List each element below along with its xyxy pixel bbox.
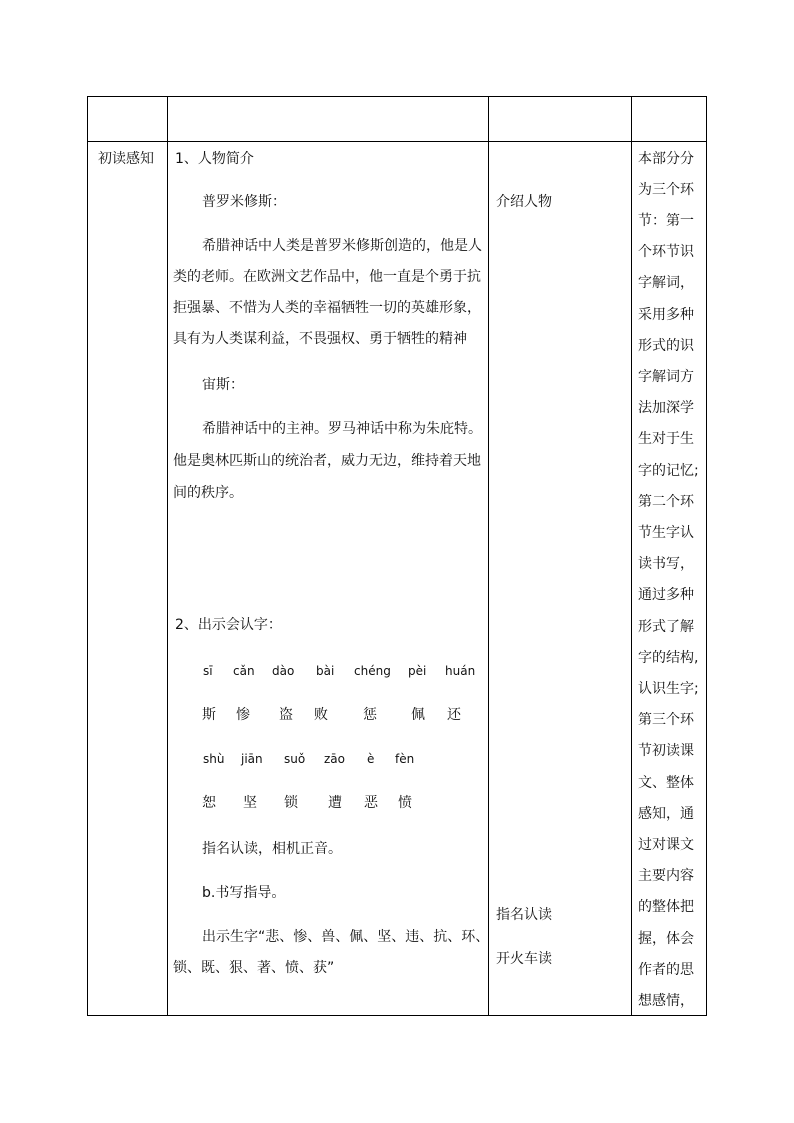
paragraph-line: 出示生字“悲、惨、兽、佩、坚、违、抗、环、 xyxy=(202,929,490,945)
note-line: 过对课文 xyxy=(638,837,694,853)
activity-read-named: 指名认读 xyxy=(496,907,552,923)
note-line: 形式了解 xyxy=(638,619,694,635)
note-line: 第二个环 xyxy=(638,494,694,510)
note-line: 第三个环 xyxy=(638,712,694,728)
section-heading-recognition: 2、出示会认字： xyxy=(175,617,282,633)
pinyin: suǒ xyxy=(284,752,306,766)
table-bottom-border xyxy=(87,1015,707,1016)
instruction-read-correct: 指名认读，相机正音。 xyxy=(202,841,342,857)
pinyin: sī xyxy=(203,664,213,678)
character: 遭 xyxy=(328,795,342,811)
paragraph-line: 间的秩序。 xyxy=(173,485,243,501)
note-line: 采用多种 xyxy=(638,307,694,323)
paragraph-line: 希腊神话中人类是普罗米修斯创造的，他是人 xyxy=(202,238,482,254)
note-line: 节生字认 xyxy=(638,525,694,541)
character: 恕 xyxy=(202,795,216,811)
character: 斯 xyxy=(202,707,216,723)
pinyin: shù xyxy=(203,752,225,766)
note-line: 读书写， xyxy=(638,556,694,572)
header-row-divider xyxy=(87,141,707,142)
note-line: 握，体会 xyxy=(638,931,694,947)
paragraph-line: 他是奥林匹斯山的统治者，威力无边，维持着天地 xyxy=(173,453,481,469)
character: 败 xyxy=(314,707,328,723)
paragraph-line: 具有为人类谋利益，不畏强权、勇于牺牲的精神 xyxy=(173,331,467,347)
note-line: 个环节识 xyxy=(638,244,694,260)
note-line: 本部分分 xyxy=(638,151,694,167)
note-line: 法加深学 xyxy=(638,400,694,416)
note-line: 字的结构, xyxy=(638,650,699,666)
table-right-border xyxy=(706,96,707,1016)
column-divider-1 xyxy=(167,96,168,1016)
character: 惨 xyxy=(236,707,250,723)
character: 愤 xyxy=(398,795,412,811)
stage-label: 初读感知 xyxy=(98,151,154,167)
note-line: 主要内容 xyxy=(638,868,694,884)
note-line: 字解词， xyxy=(638,275,694,291)
note-line: 节：第一 xyxy=(638,213,694,229)
pinyin: huán xyxy=(445,664,476,678)
pinyin: jiān xyxy=(241,752,263,766)
character: 恶 xyxy=(364,795,378,811)
note-line: 形式的识 xyxy=(638,338,694,354)
lesson-plan-table xyxy=(87,96,707,1016)
pinyin: pèi xyxy=(408,664,427,678)
paragraph-line: 拒强暴、不惜为人类的幸福牺牲一切的英雄形象， xyxy=(173,300,481,316)
note-line: 为三个环 xyxy=(638,182,694,198)
note-line: 作者的思 xyxy=(638,962,694,978)
note-line: 认识生字; xyxy=(638,681,699,697)
column-divider-3 xyxy=(631,96,632,1016)
table-left-border xyxy=(87,96,88,1016)
character: 盗 xyxy=(279,707,293,723)
note-line: 的整体把 xyxy=(638,899,694,915)
character: 佩 xyxy=(411,707,425,723)
note-line: 生对于生 xyxy=(638,431,694,447)
section-heading-characters: 1、人物简介 xyxy=(175,151,254,167)
character-name-prometheus: 普罗米修斯： xyxy=(202,194,286,210)
note-line: 文、整体 xyxy=(638,775,694,791)
activity-intro: 介绍人物 xyxy=(496,194,552,210)
note-line: 感知，通 xyxy=(638,806,694,822)
character: 惩 xyxy=(363,707,377,723)
pinyin: dào xyxy=(272,664,295,678)
character-name-zeus: 宙斯： xyxy=(202,377,244,393)
activity-train-read: 开火车读 xyxy=(496,951,552,967)
table-top-border xyxy=(87,96,707,97)
pinyin: fèn xyxy=(395,752,415,766)
note-line: 想感情， xyxy=(638,993,694,1009)
character: 锁 xyxy=(284,795,298,811)
column-divider-2 xyxy=(488,96,489,1016)
note-line: 字解词方 xyxy=(638,369,694,385)
note-line: 节初读课 xyxy=(638,743,694,759)
paragraph-line: 希腊神话中的主神。罗马神话中称为朱庇特。 xyxy=(202,421,482,437)
note-line: 通过多种 xyxy=(638,587,694,603)
note-line: 字的记忆; xyxy=(638,463,699,479)
paragraph-line: 类的老师。在欧洲文艺作品中，他一直是个勇于抗 xyxy=(173,269,481,285)
pinyin: chéng xyxy=(354,664,391,678)
pinyin: zāo xyxy=(324,752,345,766)
character: 还 xyxy=(447,707,461,723)
instruction-writing-guide: b.书写指导。 xyxy=(202,885,286,901)
character: 坚 xyxy=(243,795,257,811)
pinyin: bài xyxy=(316,664,335,678)
pinyin: è xyxy=(367,752,375,766)
paragraph-line: 锁、既、狠、著、愤、获” xyxy=(173,960,335,976)
pinyin: cǎn xyxy=(233,664,255,678)
